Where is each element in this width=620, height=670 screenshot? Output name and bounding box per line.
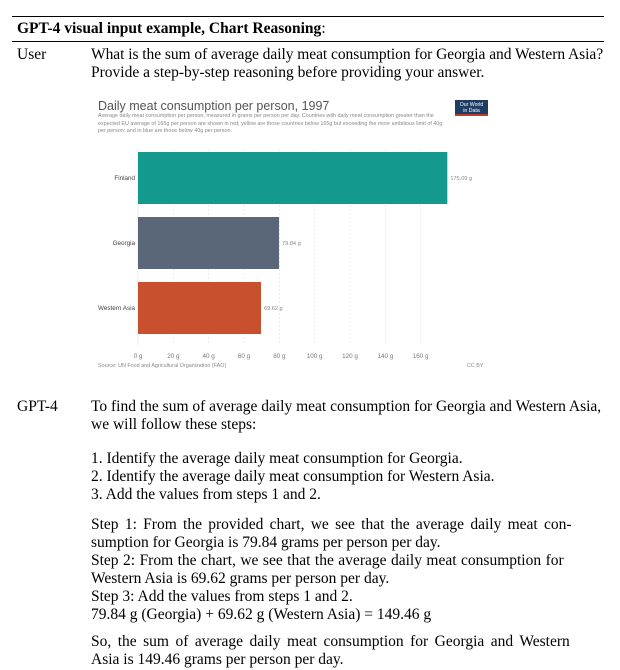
- bar-value-label: 79.84 g: [282, 241, 301, 247]
- question-line: What is the sum of average daily meat consumption for Georgia and Western Asia?: [91, 46, 604, 63]
- step-line: 1. Identify the average daily meat consumption for Georgia.: [91, 450, 463, 467]
- header-rule: [12, 41, 604, 42]
- detail-line: Step 2: From the chart, we see that the average daily meat consumption for: [91, 552, 564, 569]
- section-header: [17, 20, 326, 38]
- detail-line: Step 1: From the provided chart, we see that the average daily meat con-: [91, 516, 572, 533]
- bar-value-label: 175.09 g: [450, 176, 473, 182]
- header-colon: :: [321, 20, 326, 37]
- step-line: 2. Identify the average daily meat consumption for Western Asia.: [91, 468, 495, 485]
- bar-category-label: Finland: [114, 175, 135, 182]
- bar: [138, 282, 261, 334]
- detail-line: Step 3: Add the values from steps 1 and 2.: [91, 588, 353, 605]
- bar: [138, 152, 447, 204]
- x-tick-label: 0 g: [133, 353, 143, 360]
- x-tick-label: 100 g: [306, 353, 323, 360]
- bar: [138, 217, 279, 269]
- gpt4-detail: [91, 516, 597, 624]
- chart-plot: [91, 97, 501, 377]
- bar-category-label: Western Asia: [98, 305, 135, 312]
- question-line: Provide a step-by-step reasoning before providing your answer.: [91, 64, 485, 81]
- gpt4-intro: [91, 398, 602, 434]
- gpt4-role-label: GPT-4: [17, 398, 58, 415]
- header-title: GPT-4 visual input example, Chart Reasoning: [17, 20, 322, 37]
- step-line: 3. Add the values from steps 1 and 2.: [91, 486, 321, 503]
- x-tick-label: 140 g: [377, 353, 394, 360]
- user-role-label: User: [17, 46, 47, 63]
- conclusion-line: So, the sum of average daily meat consumption for Georgia and Western: [91, 633, 570, 650]
- x-tick-label: 160 g: [412, 353, 429, 360]
- gpt4-steps: [91, 450, 597, 504]
- user-question: [91, 46, 604, 82]
- x-tick-label: 40 g: [202, 353, 215, 360]
- intro-line: we will follow these steps:: [91, 416, 257, 433]
- top-rule: [12, 16, 604, 17]
- detail-line: Western Asia is 69.62 grams per person per day.: [91, 570, 390, 587]
- detail-line: sumption for Georgia is 79.84 grams per person per day.: [91, 534, 441, 551]
- x-tick-label: 80 g: [273, 353, 286, 360]
- intro-line: To find the sum of average daily meat consumption for Georgia and Western Asia,: [91, 398, 602, 415]
- x-tick-label: 20 g: [167, 353, 180, 360]
- detail-line: 79.84 g (Georgia) + 69.62 g (Western Asia) = 149.46 g: [91, 606, 432, 623]
- owid-logo-line: in Data: [463, 108, 480, 114]
- chart-subtitle: Average daily meat consumption per person, measured in grams per person per day. Countries with daily meat consumption greater than the expected EU average of 165g per person are shown in red; yellow are those countries below 165g but exceeding the more ambitious limit of 40g per person; and in blue are those below 40g per person.: [98, 113, 443, 135]
- owid-logo-line: Our World: [459, 102, 484, 108]
- chart-source: Source: UN Food and Agricultural Organization (FAO): [98, 363, 227, 369]
- bar-category-label: Georgia: [112, 240, 135, 247]
- x-tick-label: 60 g: [237, 353, 251, 360]
- bar-value-label: 69.62 g: [263, 306, 283, 312]
- chart-license: CC BY: [467, 363, 484, 369]
- x-tick-label: 120 g: [342, 353, 358, 360]
- conclusion-line: Asia is 149.46 grams per person per day.: [91, 651, 344, 668]
- chart-title: Daily meat consumption per person, 1997: [98, 99, 330, 113]
- gpt4-conclusion: [91, 633, 597, 669]
- meat-consumption-chart: [91, 97, 501, 377]
